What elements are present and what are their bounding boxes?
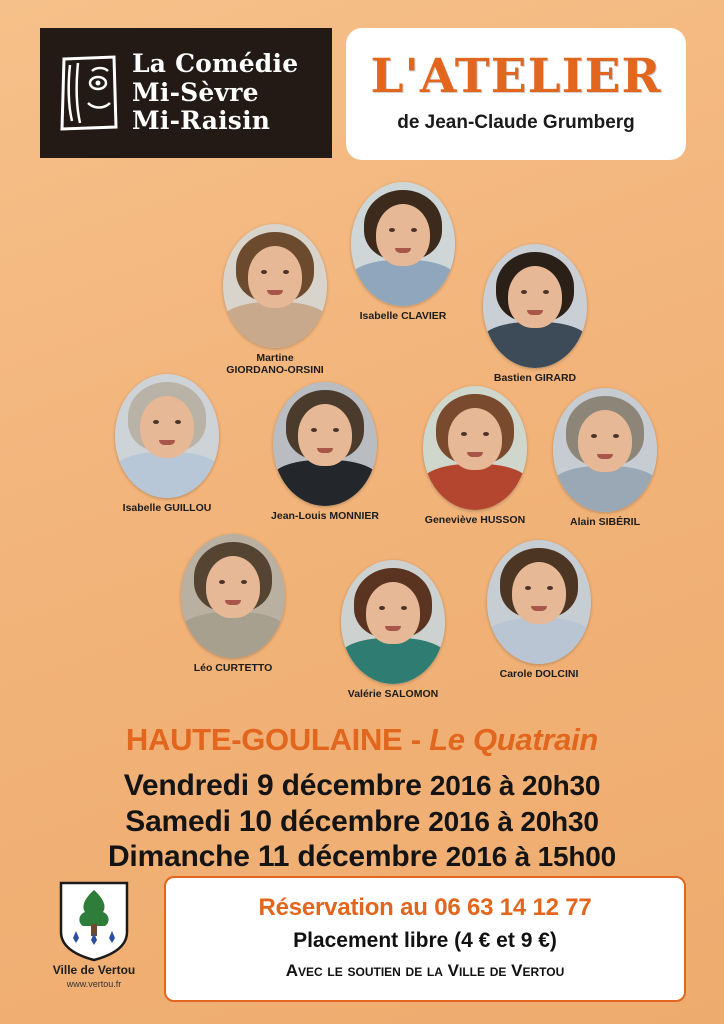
venue-hall: Le Quatrain (429, 722, 599, 757)
date-time-1: 2016 à 20h30 (429, 770, 601, 801)
cast-member-name: Geneviève HUSSON (424, 514, 526, 526)
cast-portrait (351, 182, 455, 306)
cast-gallery (60, 182, 674, 712)
cast-member (328, 182, 478, 322)
date-day-3: Dimanche 11 décembre (107, 840, 446, 874)
cast-portrait (273, 382, 377, 506)
cast-portrait (341, 560, 445, 684)
cast-member (464, 540, 614, 680)
date-time-2: 2016 à 20h30 (428, 805, 599, 837)
cast-portrait (483, 244, 587, 368)
play-author: de Jean-Claude Grumberg (397, 111, 635, 133)
dates-block (0, 768, 724, 875)
cast-portrait (553, 388, 657, 512)
cast-member (460, 244, 610, 384)
date-line-2 (0, 804, 724, 840)
date-line-1 (0, 768, 724, 804)
cast-portrait (487, 540, 591, 664)
play-title: L'ATELIER (370, 48, 662, 104)
date-time-3: 2016 à 15h00 (445, 841, 617, 873)
date-day-2: Samedi 10 décembre (125, 804, 429, 838)
booking-phone[interactable]: Réservation au 06 63 14 12 77 (258, 893, 592, 921)
company-logo (40, 28, 332, 158)
cast-portrait (423, 386, 527, 510)
cast-member (250, 382, 400, 522)
company-name-line2: Mi-Sèvre (132, 77, 259, 107)
seating-info: Placement libre (4 € et 9 €) (293, 928, 557, 952)
poster-header (40, 28, 686, 160)
city-logo (38, 876, 150, 1008)
cast-member-name: Bastien GIRARD (493, 372, 577, 384)
cast-member-name: Martine GIORDANO-ORSINI (226, 352, 324, 377)
cast-member-name: Alain SIBÉRIL (569, 516, 640, 528)
cast-portrait (115, 374, 219, 498)
vertou-coat-of-arms-icon (57, 880, 131, 962)
booking-box (164, 876, 686, 1002)
poster-footer (38, 876, 686, 1008)
cast-portrait (181, 534, 285, 658)
cast-member-name: Léo CURTETTO (193, 662, 273, 674)
cast-member (318, 560, 468, 700)
cast-member-name: Valérie SALOMON (347, 688, 439, 700)
city-name: Ville de Vertou (52, 963, 136, 977)
cast-member-name: Isabelle CLAVIER (359, 310, 447, 322)
company-name-line1: La Comédie (132, 48, 299, 78)
title-box (346, 28, 686, 160)
venue-line (0, 722, 724, 758)
theatre-mask-icon (56, 53, 122, 133)
city-url[interactable]: www.vertou.fr (66, 979, 122, 989)
cast-member (400, 386, 550, 526)
date-day-1: Vendredi 9 décembre (123, 769, 430, 802)
cast-member (530, 388, 680, 528)
support-info: Avec le soutien de la Ville de Vertou (285, 960, 565, 980)
cast-portrait (223, 224, 327, 348)
company-name-line3: Mi-Raisin (132, 106, 271, 136)
date-line-3 (0, 839, 724, 875)
cast-member (92, 374, 242, 514)
cast-member-name: Isabelle GUILLOU (122, 502, 212, 514)
cast-member-name: Jean-Louis MONNIER (271, 510, 379, 522)
cast-member-name: Carole DOLCINI (499, 668, 579, 680)
company-name (132, 50, 298, 136)
cast-member (158, 534, 308, 674)
venue-place: HAUTE-GOULAINE - (125, 722, 430, 757)
